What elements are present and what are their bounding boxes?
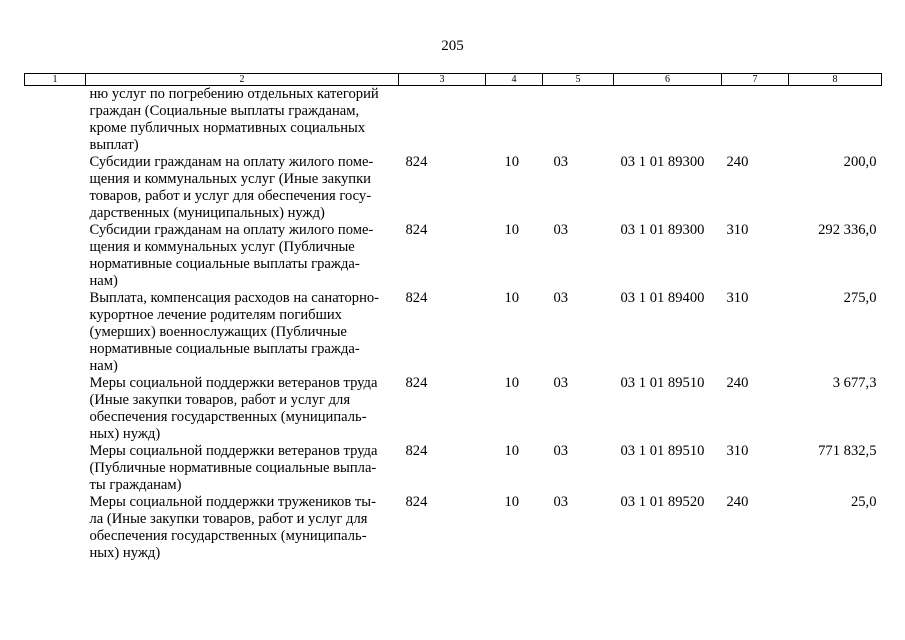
column-header: 6 (614, 74, 722, 86)
table-row (25, 443, 882, 494)
amount: 771 832,5 (818, 443, 877, 459)
section-code: 10 (504, 222, 520, 238)
section-code: 10 (504, 443, 520, 459)
name-line: (Иные закупки товаров, работ и услуг для (89, 392, 351, 408)
column-header: 8 (789, 74, 882, 86)
expense-name (86, 494, 399, 562)
name-line: Выплата, компенсация расходов на санаторно- (89, 290, 380, 306)
ministry-code: 824 (405, 154, 428, 170)
ministry-code: 824 (405, 375, 428, 391)
expense-type-code: 240 (726, 494, 749, 510)
name-line: обеспечения государственных (муниципаль- (89, 409, 367, 425)
target-article-code: 03 1 01 89520 (620, 494, 705, 510)
target-article-code: 03 1 01 89300 (620, 154, 705, 170)
subsection-code: 03 (553, 443, 569, 459)
subsection-code: 03 (553, 375, 569, 391)
name-line: нам) (89, 358, 118, 374)
expense-name (86, 222, 399, 290)
subsection-code: 03 (553, 290, 569, 306)
continuation-name (86, 86, 399, 155)
row-number-cell (25, 375, 86, 443)
name-line: ных) нужд) (89, 426, 161, 442)
expense-name (86, 375, 399, 443)
column-number-header (25, 74, 882, 86)
name-line: щения и коммунальных услуг (Публичные (89, 239, 355, 255)
row-number-cell (25, 154, 86, 222)
amount: 25,0 (850, 494, 877, 510)
name-line: ню услуг по погребению отдельных категорий (89, 86, 379, 102)
name-line: дарственных (муниципальных) нужд) (89, 205, 325, 221)
expense-type-code: 310 (726, 443, 749, 459)
column-header: 2 (86, 74, 399, 86)
name-line: ты гражданам) (89, 477, 182, 493)
table-row (25, 222, 882, 290)
table-row (25, 375, 882, 443)
section-code: 10 (504, 494, 520, 510)
ministry-code: 824 (405, 494, 428, 510)
name-line: Субсидии гражданам на оплату жилого поме- (89, 154, 374, 170)
name-line: нормативные социальные выплаты гражда- (89, 341, 360, 357)
amount: 292 336,0 (818, 222, 877, 238)
column-header: 3 (399, 74, 486, 86)
target-article-code: 03 1 01 89510 (620, 375, 705, 391)
continuation-row (25, 86, 882, 155)
expense-name (86, 290, 399, 375)
name-line: Субсидии гражданам на оплату жилого поме- (89, 222, 374, 238)
section-code: 10 (504, 290, 520, 306)
name-line: ных) нужд) (89, 545, 161, 561)
target-article-code: 03 1 01 89400 (620, 290, 705, 306)
name-line: (Публичные нормативные социальные выпла- (89, 460, 377, 476)
budget-table (24, 73, 882, 562)
amount: 200,0 (843, 154, 877, 170)
name-line: Меры социальной поддержки ветеранов труда (89, 443, 378, 459)
target-article-code: 03 1 01 89300 (620, 222, 705, 238)
subsection-code: 03 (553, 222, 569, 238)
row-number-cell (25, 222, 86, 290)
ministry-code: 824 (405, 290, 428, 306)
amount: 3 677,3 (832, 375, 877, 391)
name-line: (умерших) военнослужащих (Публичные (89, 324, 347, 340)
row-number-cell (25, 290, 86, 375)
amount: 275,0 (843, 290, 877, 306)
expense-type-code: 310 (726, 222, 749, 238)
expense-type-code: 240 (726, 154, 749, 170)
name-line: Меры социальной поддержки ветеранов труда (89, 375, 378, 391)
name-line: обеспечения государственных (муниципаль- (89, 528, 367, 544)
column-header: 4 (486, 74, 543, 86)
row-number-cell (25, 443, 86, 494)
name-line: выплат) (89, 137, 139, 153)
table-row (25, 290, 882, 375)
table-row (25, 494, 882, 562)
name-line: граждан (Социальные выплаты гражданам, (89, 103, 360, 119)
column-header: 7 (722, 74, 789, 86)
expense-type-code: 240 (726, 375, 749, 391)
expense-name (86, 443, 399, 494)
name-line: нам) (89, 273, 118, 289)
row-number-cell (25, 494, 86, 562)
name-line: курортное лечение родителям погибших (89, 307, 342, 323)
expense-type-code: 310 (726, 290, 749, 306)
page-number: 205 (441, 38, 464, 54)
table-row (25, 154, 882, 222)
section-code: 10 (504, 375, 520, 391)
ministry-code: 824 (405, 443, 428, 459)
name-line: кроме публичных нормативных социальных (89, 120, 366, 136)
target-article-code: 03 1 01 89510 (620, 443, 705, 459)
subsection-code: 03 (553, 154, 569, 170)
name-line: товаров, работ и услуг для обеспечения госу- (89, 188, 372, 204)
name-line: ла (Иные закупки товаров, работ и услуг для (89, 511, 368, 527)
column-header: 5 (543, 74, 614, 86)
name-line: Меры социальной поддержки тружеников ты- (89, 494, 376, 510)
name-line: нормативные социальные выплаты гражда- (89, 256, 360, 272)
column-header: 1 (25, 74, 86, 86)
name-line: щения и коммунальных услуг (Иные закупки (89, 171, 371, 187)
section-code: 10 (504, 154, 520, 170)
expense-name (86, 154, 399, 222)
subsection-code: 03 (553, 494, 569, 510)
ministry-code: 824 (405, 222, 428, 238)
